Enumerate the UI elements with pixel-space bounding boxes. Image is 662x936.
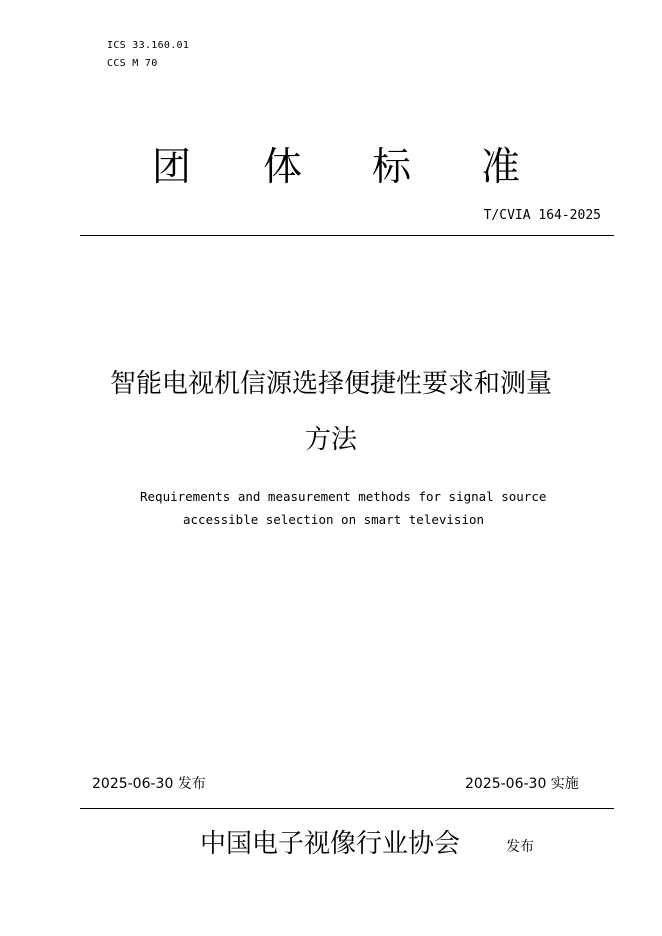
standard-number: T/CVIA 164-2025 [483,208,601,223]
document-type-char: 体 [263,145,303,190]
publish-date: 2025-06-30 发布 [92,776,206,792]
ccs-code: CCS M 70 [107,58,158,69]
document-type-char: 团 [152,145,192,190]
title-chinese-line-1: 智能电视机信源选择便捷性要求和测量 [109,369,552,399]
top-divider [80,235,614,236]
document-type-heading [0,143,662,193]
publisher-suffix: 发布 [506,839,534,855]
title-chinese-line-2: 方法 [304,425,357,455]
ics-code: ICS 33.160.01 [107,40,190,51]
document-type-char: 准 [481,145,521,190]
implementation-date: 2025-06-30 实施 [465,776,579,792]
publisher-name: 中国电子视像行业协会 [200,829,461,859]
title-english-line-1: Requirements and measurement methods for signal source [140,489,547,504]
bottom-divider [80,808,614,809]
title-english-line-2: accessible selection on smart television [183,512,485,527]
document-type-char: 标 [372,145,412,190]
